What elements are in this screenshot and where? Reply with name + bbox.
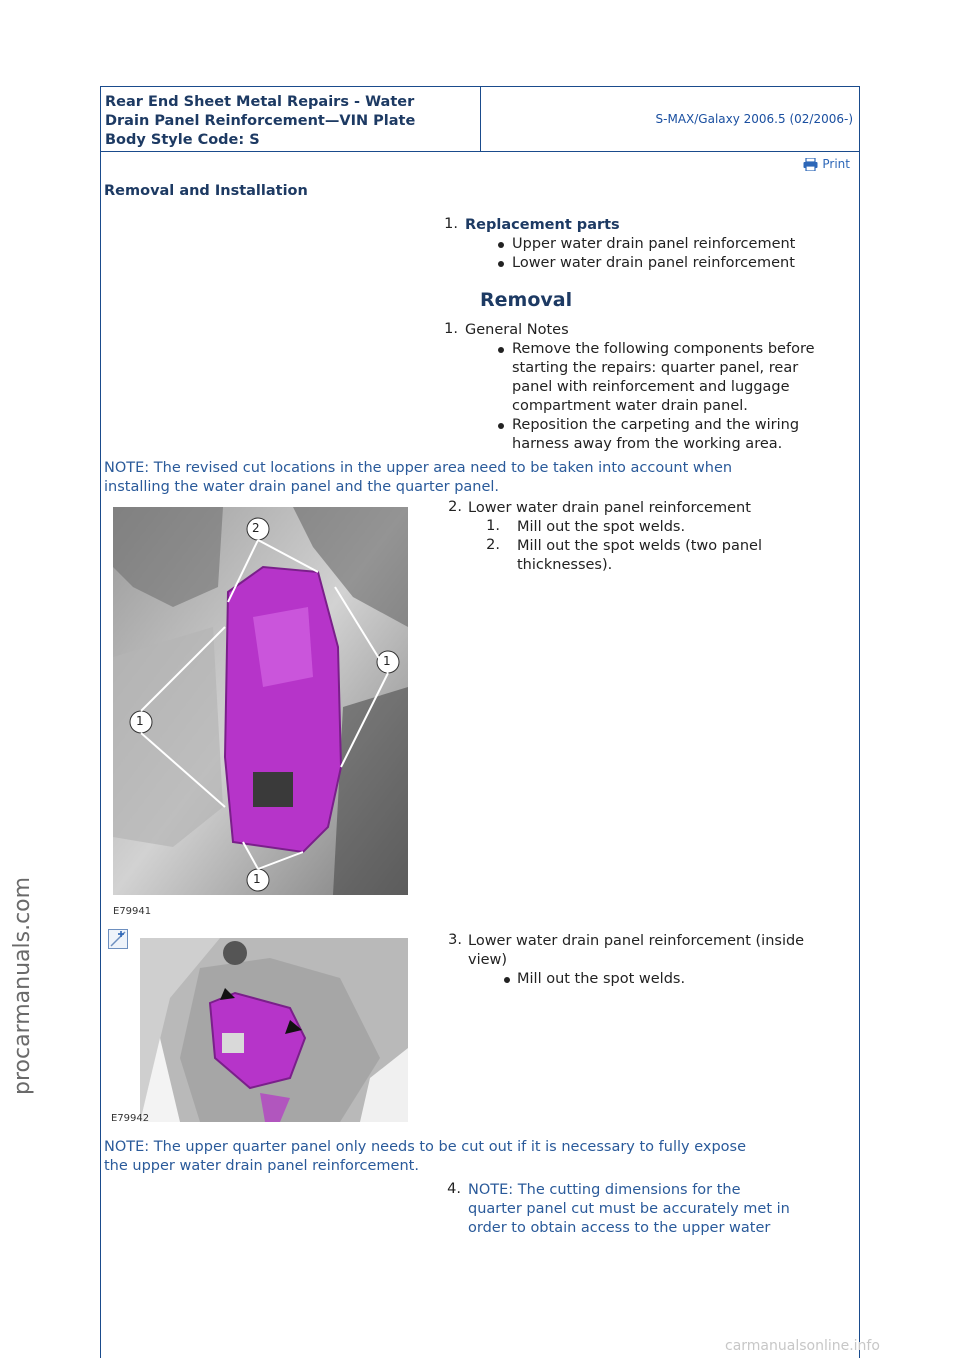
step-number: 2. — [448, 499, 462, 515]
note-line: installing the water drain panel and the quarter panel. — [104, 479, 500, 495]
list-item: starting the repairs: quarter panel, rear — [512, 360, 799, 376]
list-item: Reposition the carpeting and the wiring — [512, 417, 800, 433]
bullet — [498, 261, 504, 267]
list-item: harness away from the working area. — [512, 436, 783, 452]
title-line: Drain Panel Reinforcement—VIN Plate — [105, 113, 416, 129]
frame-left — [100, 152, 101, 1358]
callout-1: 1 — [136, 714, 144, 728]
removal-heading: Removal — [480, 289, 573, 311]
figure-code: E79941 — [113, 906, 152, 917]
model-label: S-MAX/Galaxy 2006.5 (02/2006-) — [655, 112, 853, 126]
title-line: Body Style Code: S — [105, 132, 260, 148]
list-item: compartment water drain panel. — [512, 398, 748, 414]
printer-icon — [803, 158, 818, 171]
step-number: 3. — [448, 932, 462, 948]
print-label: Print — [822, 157, 850, 171]
document-title — [101, 87, 481, 151]
substep-text: Mill out the spot welds. — [517, 519, 686, 535]
step-note: NOTE: The cutting dimensions for the — [468, 1182, 741, 1198]
substep-number: 1. — [486, 518, 500, 534]
note-line: NOTE: The revised cut locations in the upper area need to be taken into account when — [104, 460, 733, 476]
frame-right — [859, 152, 860, 1358]
bullet — [504, 977, 510, 983]
title-line: Rear End Sheet Metal Repairs - Water — [105, 94, 415, 110]
step-title: view) — [468, 952, 508, 968]
substep-number: 2. — [486, 537, 500, 553]
step-note: order to obtain access to the upper water — [468, 1220, 771, 1236]
callout-1: 1 — [253, 872, 261, 886]
step-number: 4. — [447, 1181, 461, 1197]
bullet — [498, 242, 504, 248]
section-title: Removal and Installation — [104, 183, 308, 199]
list-item: Mill out the spot welds. — [517, 971, 686, 987]
figure-drain-panel — [113, 507, 408, 895]
list-item: panel with reinforcement and luggage — [512, 379, 790, 395]
step-title: Replacement parts — [465, 217, 620, 233]
header-table — [100, 86, 860, 152]
callout-1: 1 — [383, 654, 391, 668]
zoom-in-icon[interactable] — [108, 929, 128, 949]
step-number: 1. — [444, 321, 458, 337]
list-item: Upper water drain panel reinforcement — [512, 236, 796, 252]
bullet — [498, 347, 504, 353]
side-watermark: procarmanuals.com — [10, 876, 35, 1095]
callout-2: 2 — [252, 521, 260, 535]
print-link[interactable] — [803, 157, 850, 171]
step-number: 1. — [444, 216, 458, 232]
list-item: Remove the following components before — [512, 341, 815, 357]
bullet — [498, 423, 504, 429]
step-title: General Notes — [465, 322, 569, 338]
step-title: Lower water drain panel reinforcement — [468, 500, 751, 516]
substep-text: Mill out the spot welds (two panel — [517, 538, 762, 554]
note-line: NOTE: The upper quarter panel only needs to be cut out if it is necessary to fully expose — [104, 1139, 747, 1155]
bottom-watermark: carmanualsonline.info — [725, 1338, 880, 1354]
substep-text: thicknesses). — [517, 557, 613, 573]
figure-code: E79942 — [111, 1113, 150, 1124]
note-line: the upper water drain panel reinforcement. — [104, 1158, 419, 1174]
step-note: quarter panel cut must be accurately met in — [468, 1201, 790, 1217]
figure-inside-view — [140, 938, 408, 1122]
step-title: Lower water drain panel reinforcement (inside — [468, 933, 805, 949]
list-item: Lower water drain panel reinforcement — [512, 255, 795, 271]
